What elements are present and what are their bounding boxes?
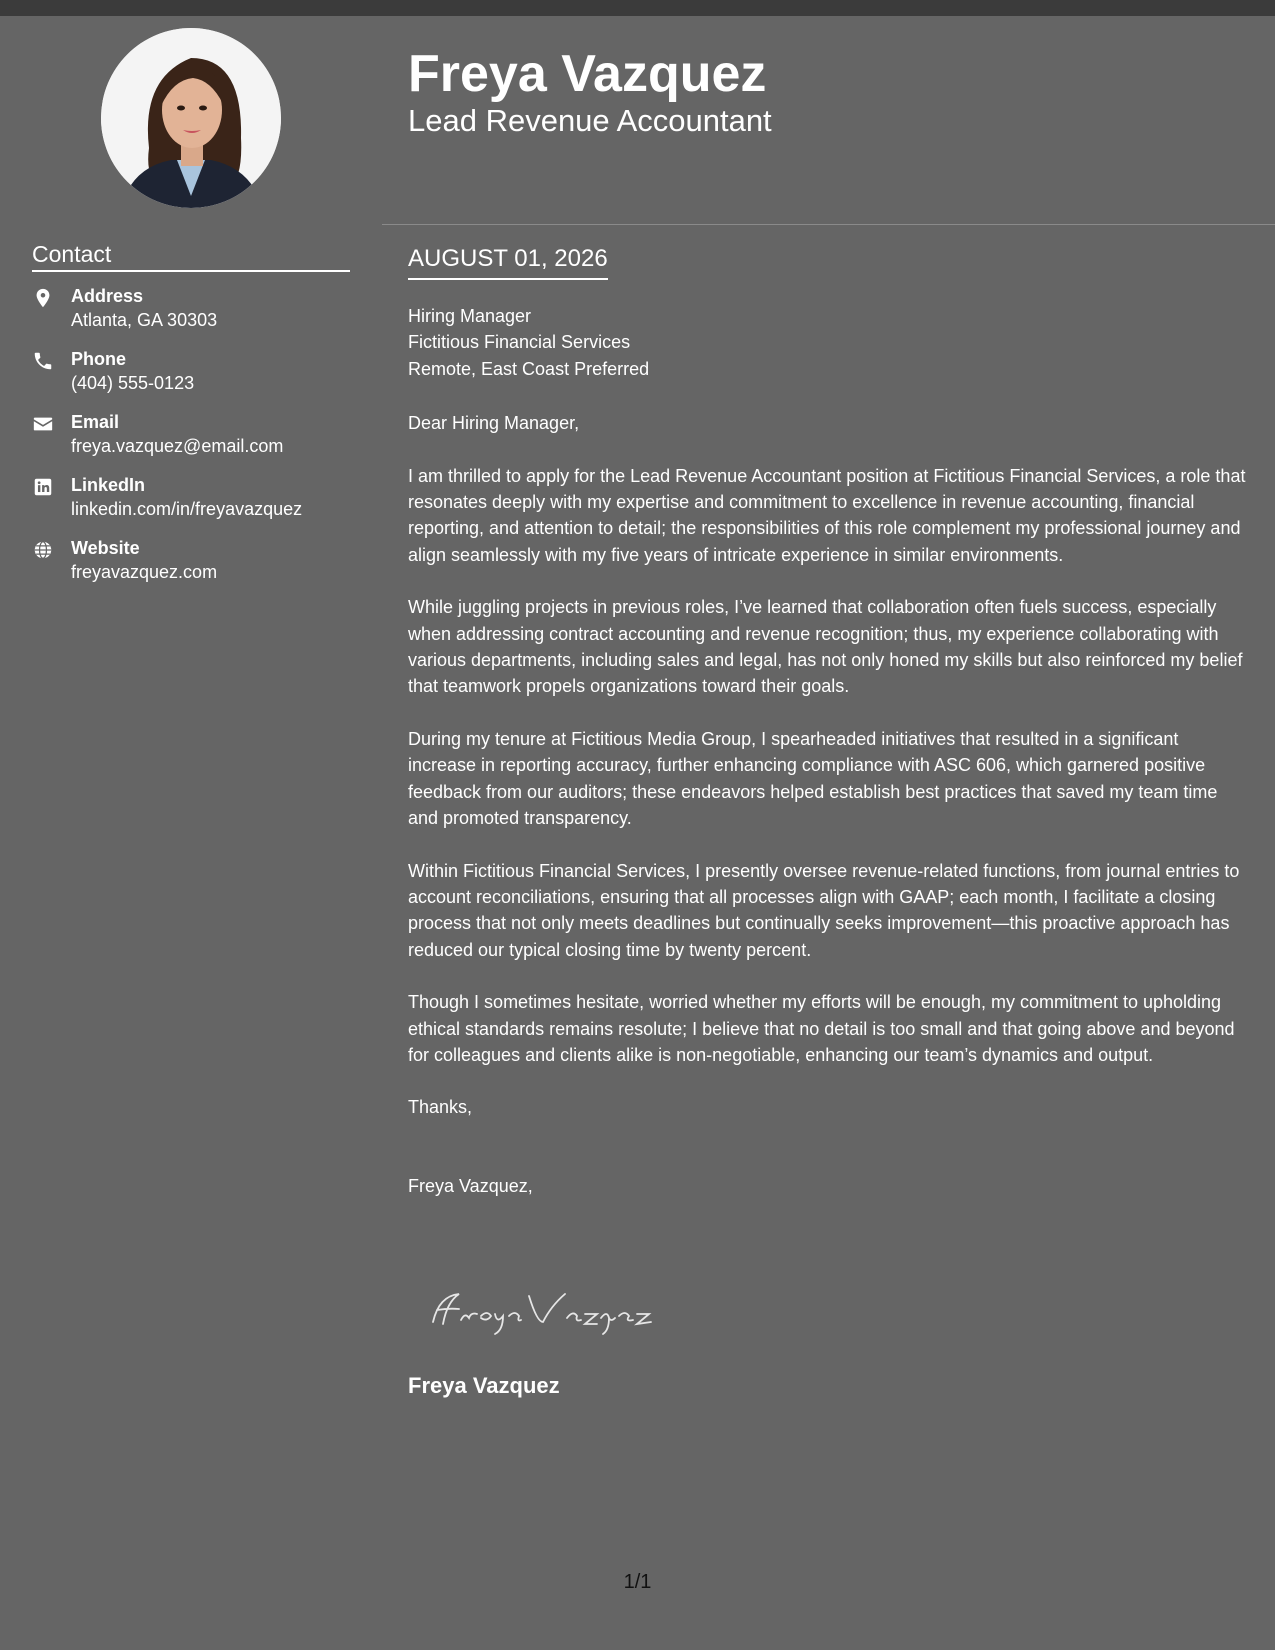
- profile-photo: [101, 28, 281, 208]
- envelope-icon: [32, 413, 54, 435]
- email-value: freya.vazquez@email.com: [71, 436, 284, 456]
- letter-paragraph: While juggling projects in previous roles, I’ve learned that collaboration often fuels success, especially when addressing contract accounting and revenue recognition; thus, my experience collaborating with various departments, including sales and legal, has not only honed my skills but also reinforced my belief that teamwork propels organizations toward their goals.: [408, 597, 1243, 697]
- contact-label: Phone: [71, 349, 127, 369]
- contact-item-email: [32, 410, 372, 473]
- signoff: Freya Vazquez,: [408, 1175, 533, 1196]
- contact-label: Website: [71, 538, 140, 558]
- recipient-line: Remote, East Coast Preferred: [408, 358, 650, 379]
- contact-label: Email: [71, 412, 120, 432]
- recipient-line: Hiring Manager: [408, 306, 532, 326]
- applicant-name: Freya Vazquez: [408, 45, 767, 103]
- sidebar: [0, 16, 382, 1650]
- contact-heading: Contact: [32, 240, 350, 272]
- typed-name: Freya Vazquez: [408, 1373, 560, 1398]
- header-divider: [382, 224, 1275, 225]
- contact-item-website: [32, 536, 372, 599]
- handwritten-signature: [425, 1282, 665, 1342]
- globe-icon: [32, 539, 54, 561]
- contact-label: LinkedIn: [71, 475, 146, 495]
- letter-date: AUGUST 01, 2026: [408, 244, 608, 280]
- letter-body: [408, 303, 1248, 1225]
- closing: Thanks,: [408, 1097, 473, 1118]
- linkedin-value: linkedin.com/in/freyavazquez: [71, 499, 303, 519]
- letter-paragraph: Though I sometimes hesitate, worried whether my efforts will be enough, my commitment to upholding ethical standards remains resolute; I believe that no detail is too small and that going above and beyond for colleagues and clients alike is non-negotiable, enhancing our team’s dynamics and output.: [408, 992, 1235, 1065]
- map-pin-icon: [32, 287, 54, 309]
- website-value: freyavazquez.com: [71, 562, 218, 582]
- contact-list: [32, 284, 372, 599]
- page-number: 1/1: [623, 1571, 652, 1593]
- letter-paragraph: During my tenure at Fictitious Media Group, I spearheaded initiatives that resulted in a significant increase in reporting accuracy, further enhancing compliance with ASC 606, which garnered positive feedback from our auditors; these endeavors helped establish best practices that saved my team time and promoted transparency.: [408, 728, 1218, 829]
- contact-label: Address: [71, 286, 144, 306]
- letter-paragraph: Within Fictitious Financial Services, I presently oversee revenue-related functions, from journal entries to account reconciliations, ensuring that all processes align with GAAP; each month, I facilitate a closing process that not only meets deadlines but continually seeks improvement—this proactive approach has reduced our typical closing time by twenty percent.: [408, 860, 1240, 960]
- contact-item-phone: [32, 347, 372, 410]
- top-bar: [0, 0, 1275, 16]
- recipient-line: Fictitious Financial Services: [408, 332, 631, 353]
- recipient-block: [408, 303, 1248, 382]
- salutation: Dear Hiring Manager,: [408, 413, 580, 434]
- contact-item-address: [32, 284, 372, 347]
- phone-icon: [32, 350, 54, 372]
- address-value: Atlanta, GA 30303: [71, 310, 218, 330]
- contact-item-linkedin: [32, 473, 372, 536]
- letter-paragraph: I am thrilled to apply for the Lead Revenue Accountant position at Fictitious Financial Services, a role that resonates deeply with my expertise and commitment to excellence in revenue accounting, financial reporting, and attention to detail; the responsibilities of this role complement my professional journey and align seamlessly with my five years of intricate experience in similar environments.: [408, 465, 1246, 565]
- linkedin-icon: [32, 476, 54, 498]
- phone-value: (404) 555-0123: [71, 373, 195, 393]
- job-title: Lead Revenue Accountant: [408, 103, 772, 138]
